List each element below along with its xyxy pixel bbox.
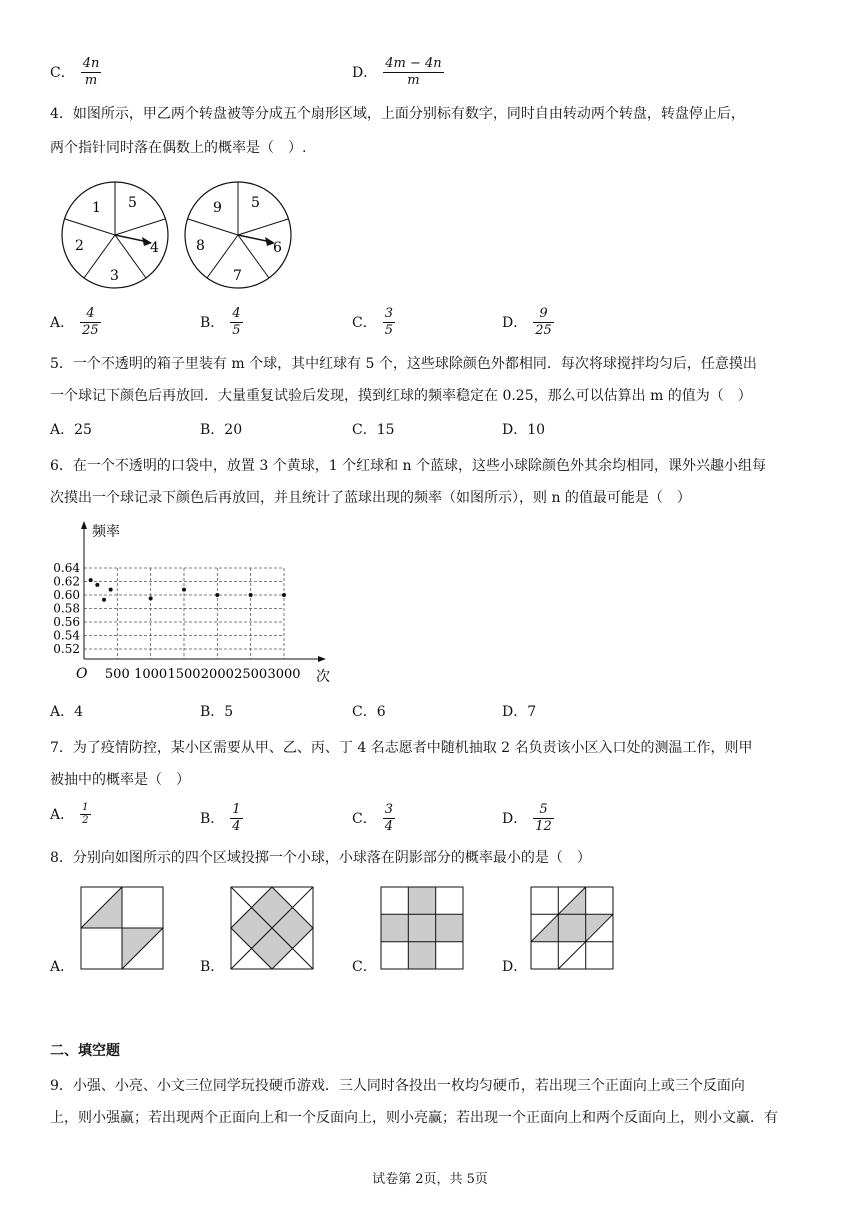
chart-x-ticks bbox=[105, 667, 301, 682]
chart-y-tick-label: 0.56 bbox=[53, 615, 80, 629]
q7-text-line1: 7．为了疫情防控，某小区需要从甲、乙、丙、丁 4 名志愿者中随机抽取 2 名负责该小区入口处的测温工作，则甲 bbox=[50, 740, 753, 756]
q6-text-line1: 6．在一个不透明的口袋中，放置 3 个黄球，1 个红球和 n 个蓝球，这些小球除颜色外其余均相同，课外兴趣小组每 bbox=[50, 458, 766, 474]
q4-option-b: B． $\frac{4}{5}$ bbox=[200, 306, 241, 338]
chart-y-tick-label: 0.54 bbox=[53, 628, 80, 643]
q8-option-d-label: D． bbox=[502, 959, 528, 975]
q8-figure-a bbox=[80, 886, 164, 970]
q4-text-line1: 4．如图所示，甲乙两个转盘被等分成五个扇形区域，上面分别标有数字，同时自由转动两个转盘，转盘停止后， bbox=[50, 106, 745, 122]
chart-y-tick-label: 0.58 bbox=[53, 601, 80, 616]
q6-option-c: C．6 bbox=[352, 704, 386, 720]
chart-x-tick-label: 2500 bbox=[234, 667, 268, 682]
q9-text-line2: 上，则小强赢；若出现两个正面向上和一个反面向上，则小亮赢；若出现一个正面向上和两个反面向上，则小文赢．有 bbox=[50, 1110, 778, 1126]
q7-option-b: B． $\frac{1}{4}$ bbox=[200, 802, 241, 834]
spinner-left-label-3: 3 bbox=[110, 268, 119, 284]
chart-point bbox=[102, 598, 106, 602]
section-title-fill-in: 二、填空题 bbox=[50, 1043, 120, 1059]
q4-option-a: A． $\frac{4}{25}$ bbox=[50, 306, 99, 338]
q8-figure-d bbox=[530, 886, 614, 970]
spinner-right-label-2: 6 bbox=[273, 240, 282, 256]
q8-option-c-label: C． bbox=[352, 959, 377, 975]
chart-y-ticks bbox=[53, 561, 80, 656]
q7-text-line2: 被抽中的概率是（ ） bbox=[50, 772, 190, 788]
q6-text-line2: 次摸出一个球记录下颜色后再放回，并且统计了蓝球出现的频率（如图所示），则 n 的值最可能是（ ） bbox=[50, 490, 691, 506]
q5-text-line2: 一个球记下颜色后再放回．大量重复试验后发现，摸到红球的频率稳定在 0.25，那么可以估算出 m 的值为（ ） bbox=[50, 388, 752, 404]
chart-axes bbox=[81, 521, 326, 662]
q5-text-line1: 5．一个不透明的箱子里装有 m 个球，其中红球有 5 个，这些球除颜色外都相同．每次将球搅拌均匀后，任意摸出 bbox=[50, 356, 757, 372]
q5-option-d: D．10 bbox=[502, 422, 546, 438]
page-footer: 试卷第 2页，共 5页 bbox=[372, 1172, 488, 1187]
q7-option-c: C． $\frac{3}{4}$ bbox=[352, 802, 393, 834]
chart-point bbox=[282, 593, 286, 597]
q4-option-c: C． $\frac{3}{5}$ bbox=[352, 306, 393, 338]
q6-option-b: B．5 bbox=[200, 704, 234, 720]
q5-option-b: B．20 bbox=[200, 422, 243, 438]
spinner-left-label-0: 1 bbox=[92, 200, 101, 216]
chart-point bbox=[215, 593, 219, 597]
chart-x-tick-label: 2000 bbox=[200, 667, 234, 682]
spinner-right-label-1: 5 bbox=[251, 195, 260, 211]
q7-option-d: D． $\frac{5}{12}$ bbox=[502, 802, 552, 834]
q3-option-d: D． $\frac{4m - 4n}{m}$ bbox=[352, 56, 442, 88]
q8-text-line1: 8．分别向如图所示的四个区域投掷一个小球，小球落在阴影部分的概率最小的是（ ） bbox=[50, 850, 591, 866]
chart-point bbox=[109, 588, 113, 592]
spinner-left-label-4: 2 bbox=[75, 238, 84, 254]
q7-option-a: A． $\frac{1}{2}$ bbox=[50, 802, 89, 826]
chart-point bbox=[182, 588, 186, 592]
chart-x-tick-label: 1000 bbox=[134, 667, 168, 682]
chart-x-axis-label: 次 bbox=[316, 669, 330, 685]
spinner-right bbox=[185, 182, 291, 288]
spinner-right-label-4: 8 bbox=[196, 238, 205, 254]
frequency-chart bbox=[40, 518, 340, 688]
q6-option-a: A．4 bbox=[50, 704, 84, 720]
spinner-figure bbox=[60, 180, 320, 290]
chart-grid bbox=[84, 568, 284, 659]
q8-figure-b bbox=[230, 886, 314, 970]
chart-x-tick-label: 3000 bbox=[267, 667, 301, 682]
q8-option-b-label: B． bbox=[200, 959, 225, 975]
q8-figure-c bbox=[380, 886, 464, 970]
spinner-left-label-1: 5 bbox=[128, 195, 137, 211]
chart-y-axis-label: 频率 bbox=[92, 524, 120, 540]
chart-x-tick-label: 500 bbox=[104, 667, 130, 682]
q3-option-c: C． $\frac{4n}{m}$ bbox=[50, 56, 100, 88]
chart-point bbox=[95, 583, 99, 587]
chart-origin-label: O bbox=[76, 666, 88, 682]
chart-y-tick-label: 0.52 bbox=[53, 642, 80, 656]
spinner-right-label-3: 7 bbox=[233, 268, 242, 284]
q5-option-a: A．25 bbox=[50, 422, 92, 438]
chart-point bbox=[249, 593, 253, 597]
q4-text-line2: 两个指针同时落在偶数上的概率是（ ）. bbox=[50, 140, 307, 156]
spinner-left bbox=[62, 182, 168, 288]
chart-y-tick-label: 0.62 bbox=[53, 574, 80, 589]
chart-x-tick-label: 1500 bbox=[167, 667, 201, 682]
q9-text-line1: 9．小强、小亮、小文三位同学玩投硬币游戏．三人同时各投出一枚均匀硬币，若出现三个正面向上或三个反面向 bbox=[50, 1078, 745, 1094]
chart-point bbox=[89, 578, 93, 582]
q4-option-d: D． $\frac{9}{25}$ bbox=[502, 306, 552, 338]
chart-y-tick-label: 0.64 bbox=[53, 561, 80, 575]
q8-option-a-label: A． bbox=[50, 959, 75, 975]
chart-y-tick-label: 0.60 bbox=[53, 588, 80, 602]
q6-option-d: D．7 bbox=[502, 704, 537, 720]
spinner-left-label-2: 4 bbox=[150, 240, 159, 256]
chart-point bbox=[149, 596, 153, 600]
spinner-right-label-0: 9 bbox=[213, 200, 222, 216]
q5-option-c: C．15 bbox=[352, 422, 395, 438]
